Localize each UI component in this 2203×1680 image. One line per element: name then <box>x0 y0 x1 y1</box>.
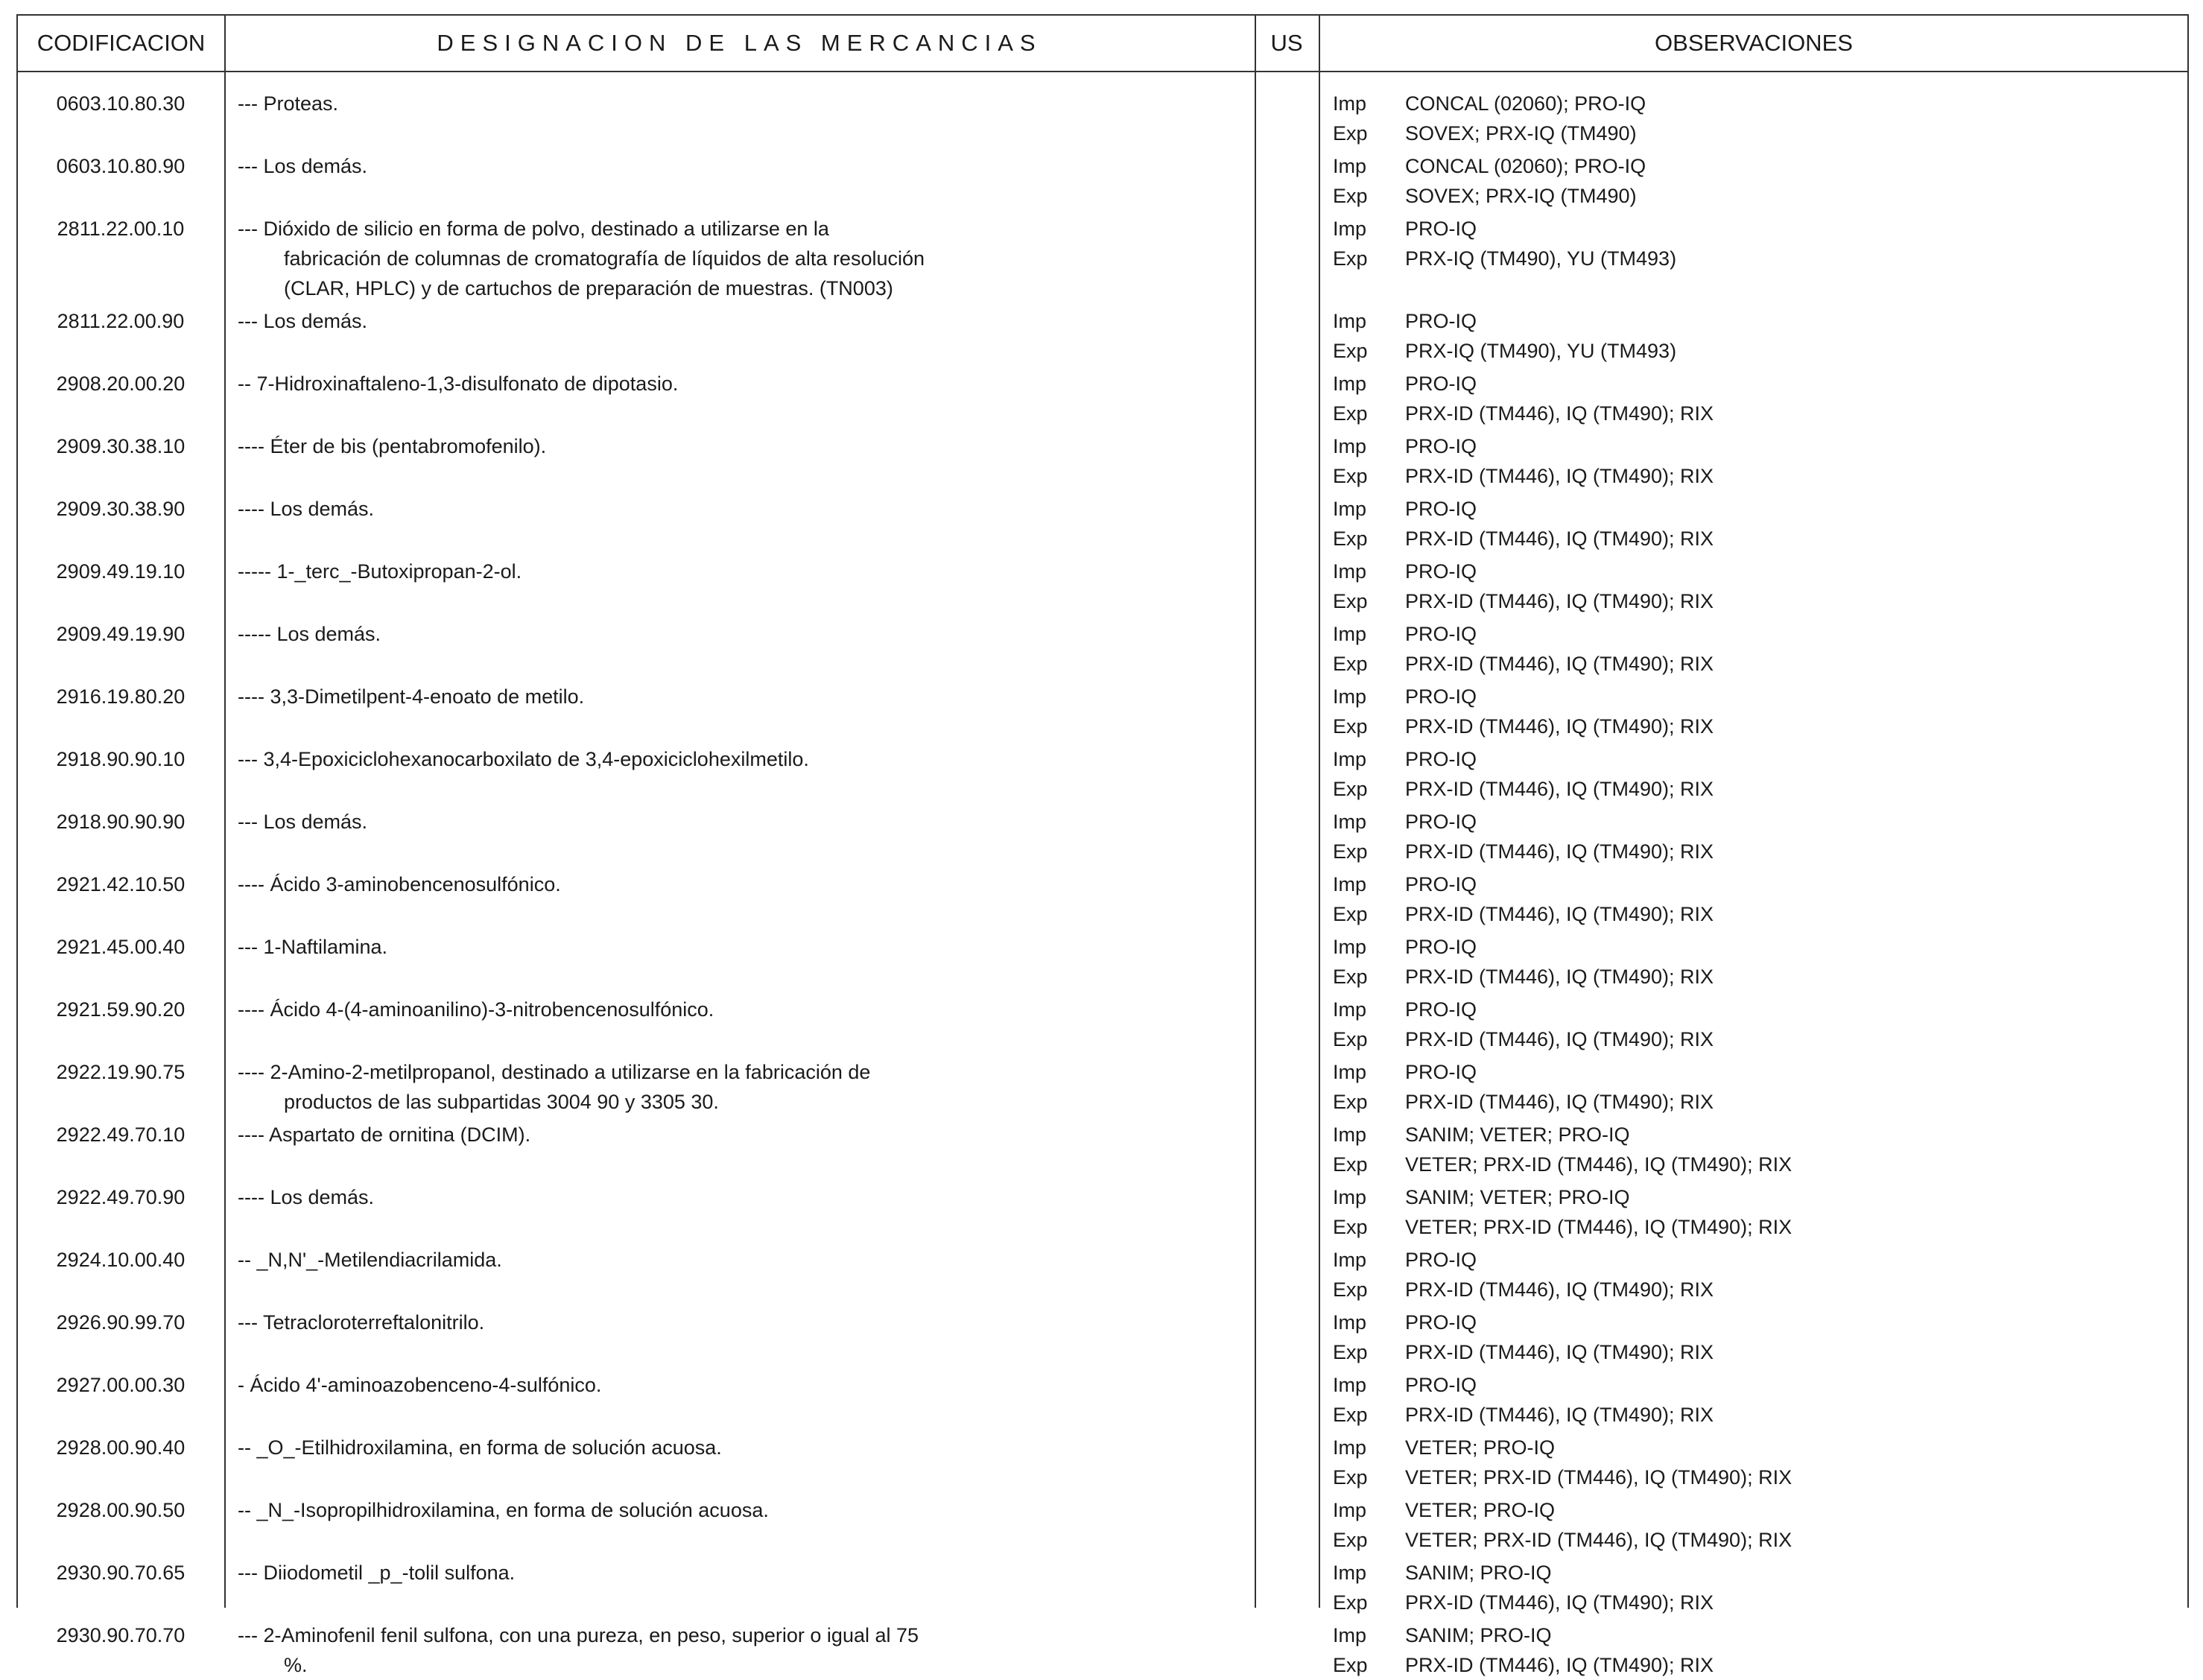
observation-text: PRO-IQ <box>1405 1374 1477 1396</box>
column-divider <box>224 16 226 1608</box>
observation-text: CONCAL (02060); PRO-IQ <box>1405 92 1646 115</box>
observation-kind: Imp <box>1333 623 1367 645</box>
observation-text: VETER; PRX-ID (TM446), IQ (TM490); RIX <box>1405 1529 1792 1551</box>
description-line: --- Los demás. <box>238 811 368 833</box>
observation-line <box>1333 1558 2182 1588</box>
row-code: 2921.59.90.20 <box>56 998 186 1021</box>
observation-text: PRX-ID (TM446), IQ (TM490); RIX <box>1405 527 1714 550</box>
description-line: --- Diiodometil _p_-tolil sulfona. <box>238 1562 516 1584</box>
observation-line <box>1333 336 2182 366</box>
row-code: 2918.90.90.90 <box>56 811 186 833</box>
observation-text: SANIM; VETER; PRO-IQ <box>1405 1123 1630 1146</box>
observation-text: PRO-IQ <box>1405 218 1477 240</box>
observation-line <box>1333 1057 2182 1087</box>
observation-kind: Imp <box>1333 685 1367 708</box>
observation-line <box>1333 524 2182 554</box>
observation-line <box>1333 807 2182 837</box>
observation-text: PRO-IQ <box>1405 1061 1477 1083</box>
row-description <box>238 807 1251 837</box>
row-observations <box>1333 1120 2182 1179</box>
observation-kind: Imp <box>1333 1186 1367 1208</box>
row-description <box>238 89 1251 118</box>
row-code: 2930.90.70.70 <box>56 1624 186 1646</box>
observation-line <box>1333 649 2182 679</box>
observation-kind: Exp <box>1333 402 1368 425</box>
observation-line <box>1333 1087 2182 1117</box>
observation-line <box>1333 1024 2182 1054</box>
description-line: productos de las subpartidas 3004 90 y 3305 30. <box>284 1091 719 1113</box>
observation-text: PRX-IQ (TM490), YU (TM493) <box>1405 340 1677 362</box>
observation-text: CONCAL (02060); PRO-IQ <box>1405 155 1646 177</box>
row-observations <box>1333 1245 2182 1305</box>
observation-kind: Imp <box>1333 1311 1367 1334</box>
observation-text: PRX-ID (TM446), IQ (TM490); RIX <box>1405 1654 1714 1676</box>
observation-line <box>1333 1150 2182 1179</box>
observation-text: PRX-IQ (TM490), YU (TM493) <box>1405 247 1677 270</box>
observation-text: VETER; PRX-ID (TM446), IQ (TM490); RIX <box>1405 1216 1792 1238</box>
observation-kind: Exp <box>1333 340 1368 362</box>
description-line: --- Tetracloroterreftalonitrilo. <box>238 1311 485 1334</box>
observation-kind: Imp <box>1333 1624 1367 1646</box>
row-description <box>238 1182 1251 1212</box>
row-code: 2927.00.00.30 <box>56 1374 186 1396</box>
observation-line <box>1333 1462 2182 1492</box>
description-line: ---- 2-Amino-2-metilpropanol, destinado a utilizarse en la fabricación de <box>238 1061 871 1083</box>
row-code: 2926.90.99.70 <box>56 1311 186 1334</box>
description-line: ----- Los demás. <box>238 623 381 645</box>
observation-text: PRO-IQ <box>1405 998 1477 1021</box>
row-code: 2921.42.10.50 <box>56 873 186 896</box>
description-line: --- 2-Aminofenil fenil sulfona, con una pureza, en peso, superior o igual al 75 <box>238 1624 919 1646</box>
row-code: 2908.20.00.20 <box>56 373 186 395</box>
row-observations <box>1333 557 2182 616</box>
observation-text: SOVEX; PRX-IQ (TM490) <box>1405 122 1637 145</box>
observation-line <box>1333 1212 2182 1242</box>
observation-kind: Imp <box>1333 435 1367 457</box>
row-code: 2921.45.00.40 <box>56 936 186 958</box>
observation-line <box>1333 1275 2182 1305</box>
description-line: -- _N,N'_-Metilendiacrilamida. <box>238 1249 502 1271</box>
observation-text: PRO-IQ <box>1405 623 1477 645</box>
observation-line <box>1333 837 2182 866</box>
observation-text: PRO-IQ <box>1405 560 1477 583</box>
row-description <box>238 1245 1251 1275</box>
observation-text: PRO-IQ <box>1405 1249 1477 1271</box>
observation-line <box>1333 399 2182 428</box>
observation-line <box>1333 1650 2182 1680</box>
row-description <box>238 369 1251 399</box>
row-description <box>238 619 1251 649</box>
observation-text: SANIM; PRO-IQ <box>1405 1624 1552 1646</box>
row-description <box>238 494 1251 524</box>
row-code: 2916.19.80.20 <box>56 685 186 708</box>
observation-text: PRO-IQ <box>1405 435 1477 457</box>
row-observations <box>1333 1620 2182 1680</box>
observation-line <box>1333 619 2182 649</box>
row-code: 2909.49.19.10 <box>56 560 186 583</box>
observation-kind: Exp <box>1333 122 1368 145</box>
observation-kind: Exp <box>1333 590 1368 612</box>
observation-kind: Exp <box>1333 1216 1368 1238</box>
observation-text: VETER; PRX-ID (TM446), IQ (TM490); RIX <box>1405 1153 1792 1176</box>
row-observations <box>1333 431 2182 491</box>
row-code: 2922.49.70.10 <box>56 1123 186 1146</box>
header-us: US <box>1270 30 1303 56</box>
observation-text: SOVEX; PRX-IQ (TM490) <box>1405 185 1637 207</box>
observation-line <box>1333 1495 2182 1525</box>
description-line: ---- Aspartato de ornitina (DCIM). <box>238 1123 531 1146</box>
observation-line <box>1333 1588 2182 1617</box>
observation-line <box>1333 369 2182 399</box>
observation-text: PRO-IQ <box>1405 1311 1477 1334</box>
observation-text: PRO-IQ <box>1405 685 1477 708</box>
observation-kind: Exp <box>1333 1278 1368 1301</box>
row-observations <box>1333 619 2182 679</box>
observation-text: PRX-ID (TM446), IQ (TM490); RIX <box>1405 778 1714 800</box>
observation-line <box>1333 586 2182 616</box>
observation-text: PRO-IQ <box>1405 811 1477 833</box>
observation-kind: Imp <box>1333 310 1367 332</box>
observation-kind: Imp <box>1333 1499 1367 1521</box>
description-line: ---- Ácido 4-(4-aminoanilino)-3-nitrobencenosulfónico. <box>238 998 714 1021</box>
row-observations <box>1333 214 2182 273</box>
description-line: -- _O_-Etilhidroxilamina, en forma de solución acuosa. <box>238 1436 722 1459</box>
header-observaciones: OBSERVACIONES <box>1655 30 1853 56</box>
description-line: ---- Los demás. <box>238 1186 375 1208</box>
description-line: ---- 3,3-Dimetilpent-4-enoato de metilo. <box>238 685 585 708</box>
observation-line <box>1333 962 2182 992</box>
observation-text: PRX-ID (TM446), IQ (TM490); RIX <box>1405 1091 1714 1113</box>
observation-text: PRX-ID (TM446), IQ (TM490); RIX <box>1405 715 1714 738</box>
row-code: 2918.90.90.10 <box>56 748 186 770</box>
row-observations <box>1333 1307 2182 1367</box>
row-code: 2930.90.70.65 <box>56 1562 186 1584</box>
description-line: --- Los demás. <box>238 310 368 332</box>
row-code: 2909.49.19.90 <box>56 623 186 645</box>
column-divider <box>1319 16 1320 1608</box>
observation-line <box>1333 431 2182 461</box>
description-line: - Ácido 4'-aminoazobenceno-4-sulfónico. <box>238 1374 602 1396</box>
row-observations <box>1333 1057 2182 1117</box>
row-description <box>238 431 1251 461</box>
observation-text: PRX-ID (TM446), IQ (TM490); RIX <box>1405 590 1714 612</box>
row-observations <box>1333 369 2182 428</box>
row-observations <box>1333 995 2182 1054</box>
observation-text: PRO-IQ <box>1405 310 1477 332</box>
observation-kind: Exp <box>1333 1654 1368 1676</box>
row-code: 0603.10.80.30 <box>56 92 186 115</box>
observation-line <box>1333 1370 2182 1400</box>
row-observations <box>1333 306 2182 366</box>
row-description <box>238 1307 1251 1337</box>
description-line: -- _N_-Isopropilhidroxilamina, en forma de solución acuosa. <box>238 1499 769 1521</box>
description-line: --- Los demás. <box>238 155 368 177</box>
observation-text: VETER; PRX-ID (TM446), IQ (TM490); RIX <box>1405 1466 1792 1489</box>
observation-kind: Exp <box>1333 1466 1368 1489</box>
observation-kind: Exp <box>1333 527 1368 550</box>
row-observations <box>1333 494 2182 554</box>
observation-line <box>1333 869 2182 899</box>
observation-kind: Exp <box>1333 653 1368 675</box>
row-description <box>238 682 1251 711</box>
row-description <box>238 214 1251 303</box>
row-description <box>238 1495 1251 1525</box>
observation-kind: Exp <box>1333 903 1368 925</box>
row-description <box>238 744 1251 774</box>
observation-text: PRO-IQ <box>1405 748 1477 770</box>
row-description <box>238 1558 1251 1588</box>
row-observations <box>1333 932 2182 992</box>
observation-line <box>1333 118 2182 148</box>
observation-kind: Imp <box>1333 998 1367 1021</box>
observation-line <box>1333 1620 2182 1650</box>
observation-kind: Exp <box>1333 966 1368 988</box>
observation-text: PRX-ID (TM446), IQ (TM490); RIX <box>1405 840 1714 863</box>
observation-text: VETER; PRO-IQ <box>1405 1499 1556 1521</box>
observation-line <box>1333 995 2182 1024</box>
observation-line <box>1333 1525 2182 1555</box>
observation-kind: Exp <box>1333 465 1368 487</box>
row-observations <box>1333 1433 2182 1492</box>
observation-text: PRX-ID (TM446), IQ (TM490); RIX <box>1405 402 1714 425</box>
row-observations <box>1333 1558 2182 1617</box>
row-observations <box>1333 1182 2182 1242</box>
row-description <box>238 557 1251 586</box>
row-description <box>238 995 1251 1024</box>
observation-line <box>1333 1307 2182 1337</box>
row-description <box>238 932 1251 962</box>
observation-kind: Exp <box>1333 1341 1368 1363</box>
row-observations <box>1333 89 2182 148</box>
row-description <box>238 151 1251 181</box>
row-code: 0603.10.80.90 <box>56 155 186 177</box>
observation-line <box>1333 899 2182 929</box>
observation-text: PRX-ID (TM446), IQ (TM490); RIX <box>1405 653 1714 675</box>
observation-text: PRX-ID (TM446), IQ (TM490); RIX <box>1405 903 1714 925</box>
observation-kind: Imp <box>1333 92 1367 115</box>
row-code: 2811.22.00.10 <box>57 218 185 240</box>
observation-kind: Exp <box>1333 1404 1368 1426</box>
observation-text: PRX-ID (TM446), IQ (TM490); RIX <box>1405 1278 1714 1301</box>
observation-kind: Exp <box>1333 1153 1368 1176</box>
observation-kind: Imp <box>1333 1436 1367 1459</box>
description-line: ---- Ácido 3-aminobencenosulfónico. <box>238 873 561 896</box>
observation-line <box>1333 461 2182 491</box>
description-line: --- 3,4-Epoxiciclohexanocarboxilato de 3,4-epoxiciclohexilmetilo. <box>238 748 809 770</box>
row-description <box>238 1620 1251 1680</box>
observation-line <box>1333 932 2182 962</box>
row-code: 2922.19.90.75 <box>56 1061 186 1083</box>
observation-kind: Imp <box>1333 1123 1367 1146</box>
description-line: (CLAR, HPLC) y de cartuchos de preparación de muestras. (TN003) <box>284 277 893 299</box>
column-divider <box>1255 16 1256 1608</box>
row-description <box>238 1433 1251 1462</box>
observation-line <box>1333 682 2182 711</box>
row-code: 2922.49.70.90 <box>56 1186 186 1208</box>
observation-kind: Imp <box>1333 218 1367 240</box>
observation-text: PRX-ID (TM446), IQ (TM490); RIX <box>1405 1404 1714 1426</box>
row-description <box>238 1370 1251 1400</box>
row-observations <box>1333 682 2182 741</box>
row-description <box>238 306 1251 336</box>
observation-text: PRX-ID (TM446), IQ (TM490); RIX <box>1405 1028 1714 1050</box>
observation-line <box>1333 557 2182 586</box>
description-line: ---- Los demás. <box>238 498 375 520</box>
description-line: --- Dióxido de silicio en forma de polvo, destinado a utilizarse en la <box>238 218 829 240</box>
observation-kind: Imp <box>1333 155 1367 177</box>
row-code: 2811.22.00.90 <box>57 310 185 332</box>
observation-text: VETER; PRO-IQ <box>1405 1436 1556 1459</box>
description-line: --- 1-Naftilamina. <box>238 936 388 958</box>
observation-kind: Exp <box>1333 1028 1368 1050</box>
observation-text: PRO-IQ <box>1405 936 1477 958</box>
observation-kind: Imp <box>1333 1061 1367 1083</box>
description-line: ----- 1-_terc_-Butoxipropan-2-ol. <box>238 560 522 583</box>
header-divider <box>18 71 2187 72</box>
observation-kind: Imp <box>1333 498 1367 520</box>
observation-line <box>1333 494 2182 524</box>
row-code: 2909.30.38.10 <box>56 435 186 457</box>
observation-kind: Imp <box>1333 1374 1367 1396</box>
observation-kind: Imp <box>1333 560 1367 583</box>
observation-line <box>1333 1120 2182 1150</box>
description-line: -- 7-Hidroxinaftaleno-1,3-disulfonato de dipotasio. <box>238 373 679 395</box>
observation-line <box>1333 89 2182 118</box>
observation-line <box>1333 151 2182 181</box>
observation-kind: Exp <box>1333 715 1368 738</box>
row-observations <box>1333 869 2182 929</box>
observation-text: PRX-ID (TM446), IQ (TM490); RIX <box>1405 1341 1714 1363</box>
row-description <box>238 1057 1251 1117</box>
observation-kind: Imp <box>1333 811 1367 833</box>
observation-line <box>1333 181 2182 211</box>
observation-text: PRO-IQ <box>1405 373 1477 395</box>
observation-line <box>1333 1337 2182 1367</box>
row-observations <box>1333 744 2182 804</box>
observation-text: SANIM; PRO-IQ <box>1405 1562 1552 1584</box>
observation-line <box>1333 1182 2182 1212</box>
observation-text: PRX-ID (TM446), IQ (TM490); RIX <box>1405 966 1714 988</box>
observation-kind: Exp <box>1333 185 1368 207</box>
observation-kind: Exp <box>1333 247 1368 270</box>
row-code: 2928.00.90.40 <box>56 1436 186 1459</box>
observation-line <box>1333 711 2182 741</box>
observation-line <box>1333 214 2182 244</box>
observation-kind: Imp <box>1333 1562 1367 1584</box>
observation-kind: Exp <box>1333 1529 1368 1551</box>
row-observations <box>1333 807 2182 866</box>
row-observations <box>1333 1370 2182 1430</box>
observation-line <box>1333 1433 2182 1462</box>
observation-kind: Exp <box>1333 1591 1368 1614</box>
row-code: 2928.00.90.50 <box>56 1499 186 1521</box>
observation-kind: Exp <box>1333 778 1368 800</box>
observation-kind: Exp <box>1333 840 1368 863</box>
observation-kind: Imp <box>1333 936 1367 958</box>
observation-text: PRX-ID (TM446), IQ (TM490); RIX <box>1405 1591 1714 1614</box>
observation-line <box>1333 244 2182 273</box>
description-line: ---- Éter de bis (pentabromofenilo). <box>238 435 547 457</box>
description-line: fabricación de columnas de cromatografía de líquidos de alta resolución <box>284 247 925 270</box>
observation-text: SANIM; VETER; PRO-IQ <box>1405 1186 1630 1208</box>
observation-line <box>1333 1245 2182 1275</box>
observation-text: PRO-IQ <box>1405 873 1477 896</box>
observation-line <box>1333 1400 2182 1430</box>
observation-kind: Exp <box>1333 1091 1368 1113</box>
row-description <box>238 1120 1251 1150</box>
observation-kind: Imp <box>1333 1249 1367 1271</box>
observation-kind: Imp <box>1333 873 1367 896</box>
header-codificacion: CODIFICACION <box>37 30 206 56</box>
observation-text: PRX-ID (TM446), IQ (TM490); RIX <box>1405 465 1714 487</box>
row-description <box>238 869 1251 899</box>
row-code: 2909.30.38.90 <box>56 498 186 520</box>
tariff-table <box>16 14 2189 1676</box>
description-line: --- Proteas. <box>238 92 339 115</box>
row-observations <box>1333 1495 2182 1555</box>
observation-kind: Imp <box>1333 748 1367 770</box>
observation-kind: Imp <box>1333 373 1367 395</box>
description-line: %. <box>284 1654 308 1676</box>
observation-text: PRO-IQ <box>1405 498 1477 520</box>
header-designacion: DESIGNACION DE LAS MERCANCIAS <box>437 30 1042 56</box>
observation-line <box>1333 774 2182 804</box>
observation-line <box>1333 306 2182 336</box>
observation-line <box>1333 744 2182 774</box>
row-observations <box>1333 151 2182 211</box>
row-code: 2924.10.00.40 <box>56 1249 186 1271</box>
